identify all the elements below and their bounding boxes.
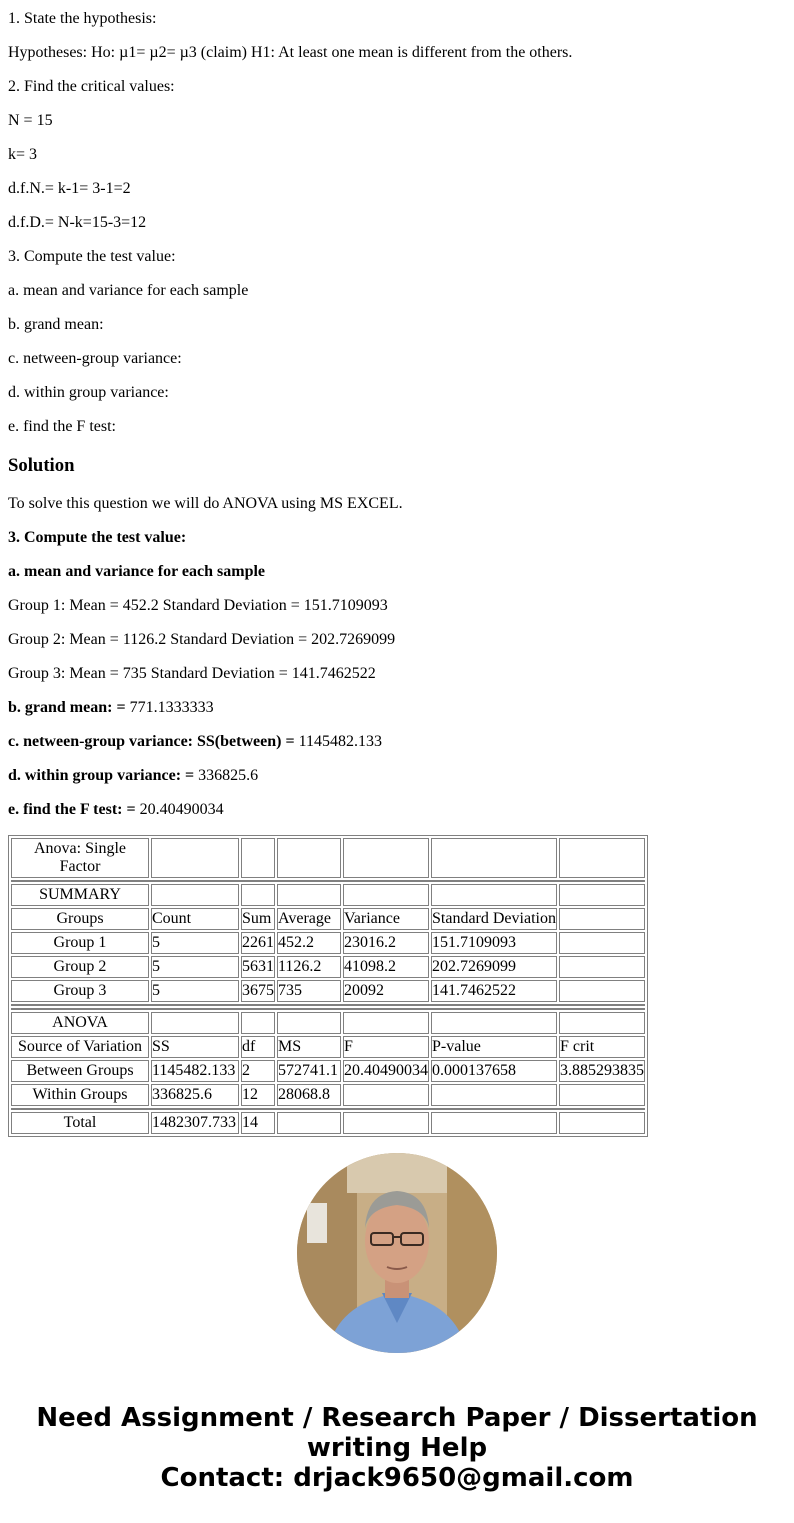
group-sum: 3675 — [241, 980, 275, 1002]
group-variance: 41098.2 — [343, 956, 429, 978]
f-crit-value: 3.885293835 — [559, 1060, 645, 1082]
footer-line2: writing Help — [306, 1433, 488, 1463]
header-count: Count — [151, 908, 239, 930]
group-average: 1126.2 — [277, 956, 341, 978]
source-name: Within Groups — [11, 1084, 149, 1106]
total-ss: 1482307.733 — [151, 1112, 239, 1134]
group-sum: 2261 — [241, 932, 275, 954]
header-df: df — [241, 1036, 275, 1058]
df-value: 2 — [241, 1060, 275, 1082]
group-name: Group 3 — [11, 980, 149, 1002]
avatar — [297, 1153, 497, 1353]
ss-value: 1145482.133 — [151, 1060, 239, 1082]
group-average: 452.2 — [277, 932, 341, 954]
group-std-dev: 151.7109093 — [431, 932, 557, 954]
n-line: N = 15 — [8, 112, 53, 129]
group-sum: 5631 — [241, 956, 275, 978]
question-d: d. within group variance: — [8, 384, 169, 401]
group-std-dev: 141.7462522 — [431, 980, 557, 1002]
header-f-crit: F crit — [559, 1036, 645, 1058]
table-row — [11, 1112, 645, 1134]
summary-header-row — [11, 908, 645, 930]
anova-label-row — [11, 1012, 645, 1034]
header-ss: SS — [151, 1036, 239, 1058]
step3-heading: 3. Compute the test value: — [8, 248, 176, 265]
table-row — [11, 932, 645, 954]
solution-step3 — [8, 529, 186, 547]
f-test-value: 20.40490034 — [139, 801, 224, 818]
grand-mean-value: 771.1333333 — [129, 699, 214, 716]
table-row — [11, 1084, 645, 1106]
between-variance-value: 1145482.133 — [298, 733, 382, 750]
within-variance-value: 336825.6 — [198, 767, 259, 784]
group-variance: 20092 — [343, 980, 429, 1002]
group-std-dev: 202.7269099 — [431, 956, 557, 978]
group-variance: 23016.2 — [343, 932, 429, 954]
ms-value: 572741.1 — [277, 1060, 341, 1082]
between-variance-label: c. netween-group variance: SS(between) = — [8, 733, 295, 750]
group2-summary: Group 2: Mean = 1126.2 Standard Deviation = 202.7269099 — [8, 631, 396, 648]
question-b: b. grand mean: — [8, 316, 104, 333]
group-count: 5 — [151, 932, 239, 954]
dfn-line: d.f.N.= k-1= 3-1=2 — [8, 180, 131, 197]
header-sum: Sum — [241, 908, 275, 930]
table-title: Anova: Single Factor — [11, 838, 149, 878]
grand-mean-line — [8, 699, 214, 717]
k-line: k= 3 — [8, 146, 38, 163]
f-test-label: e. find the F test: = — [8, 801, 136, 818]
solution-title: Solution — [8, 455, 75, 476]
anova-header-row — [11, 1036, 645, 1058]
p-value: 0.000137658 — [431, 1060, 557, 1082]
question-c: c. netween-group variance: — [8, 350, 182, 367]
header-average: Average — [277, 908, 341, 930]
summary-label-row — [11, 884, 645, 906]
anova-label: ANOVA — [11, 1012, 149, 1034]
group-average: 735 — [277, 980, 341, 1002]
group-count: 5 — [151, 956, 239, 978]
group-name: Group 1 — [11, 932, 149, 954]
grand-mean-label: b. grand mean: = — [8, 699, 126, 716]
within-variance-line — [8, 767, 258, 785]
group3-summary: Group 3: Mean = 735 Standard Deviation = 141.7462522 — [8, 665, 376, 682]
step2-heading: 2. Find the critical values: — [8, 78, 175, 95]
within-variance-label: d. within group variance: = — [8, 767, 195, 784]
dfd-line: d.f.D.= N-k=15-3=12 — [8, 214, 147, 231]
total-label: Total — [11, 1112, 149, 1134]
summary-label: SUMMARY — [11, 884, 149, 906]
ss-value: 336825.6 — [151, 1084, 239, 1106]
hypotheses-text: Hypotheses: Ho: µ1= µ2= µ3 (claim) H1: At least one mean is different from the others. — [8, 44, 573, 61]
anova-table — [8, 835, 648, 1137]
table-title-row — [11, 838, 645, 878]
f-test-line — [8, 801, 224, 819]
header-ms: MS — [277, 1036, 341, 1058]
avatar-portrait — [297, 1153, 497, 1353]
ms-value: 28068.8 — [277, 1084, 341, 1106]
table-row — [11, 956, 645, 978]
df-value: 12 — [241, 1084, 275, 1106]
header-groups: Groups — [11, 908, 149, 930]
question-e: e. find the F test: — [8, 418, 116, 435]
header-f: F — [343, 1036, 429, 1058]
between-variance-line — [8, 733, 382, 751]
table-row — [11, 1060, 645, 1082]
f-value: 20.40490034 — [343, 1060, 429, 1082]
step1-heading: 1. State the hypothesis: — [8, 10, 157, 27]
header-variance: Variance — [343, 908, 429, 930]
group1-summary: Group 1: Mean = 452.2 Standard Deviation = 151.7109093 — [8, 597, 388, 614]
group-name: Group 2 — [11, 956, 149, 978]
question-a: a. mean and variance for each sample — [8, 282, 249, 299]
solution-intro: To solve this question we will do ANOVA using MS EXCEL. — [8, 495, 403, 512]
total-df: 14 — [241, 1112, 275, 1134]
footer-contact: Contact: drjack9650@gmail.com — [160, 1463, 634, 1493]
header-source: Source of Variation — [11, 1036, 149, 1058]
solution-a — [8, 563, 265, 581]
source-name: Between Groups — [11, 1060, 149, 1082]
group-count: 5 — [151, 980, 239, 1002]
header-std-dev: Standard Deviation — [431, 908, 557, 930]
header-p-value: P-value — [431, 1036, 557, 1058]
footer-line1: Need Assignment / Research Paper / Dissertation — [36, 1403, 758, 1433]
footer-banner — [0, 1403, 794, 1493]
solution-step3-label: 3. Compute the test value: — [8, 529, 187, 546]
table-row — [11, 980, 645, 1002]
solution-a-label: a. mean and variance for each sample — [8, 563, 266, 580]
